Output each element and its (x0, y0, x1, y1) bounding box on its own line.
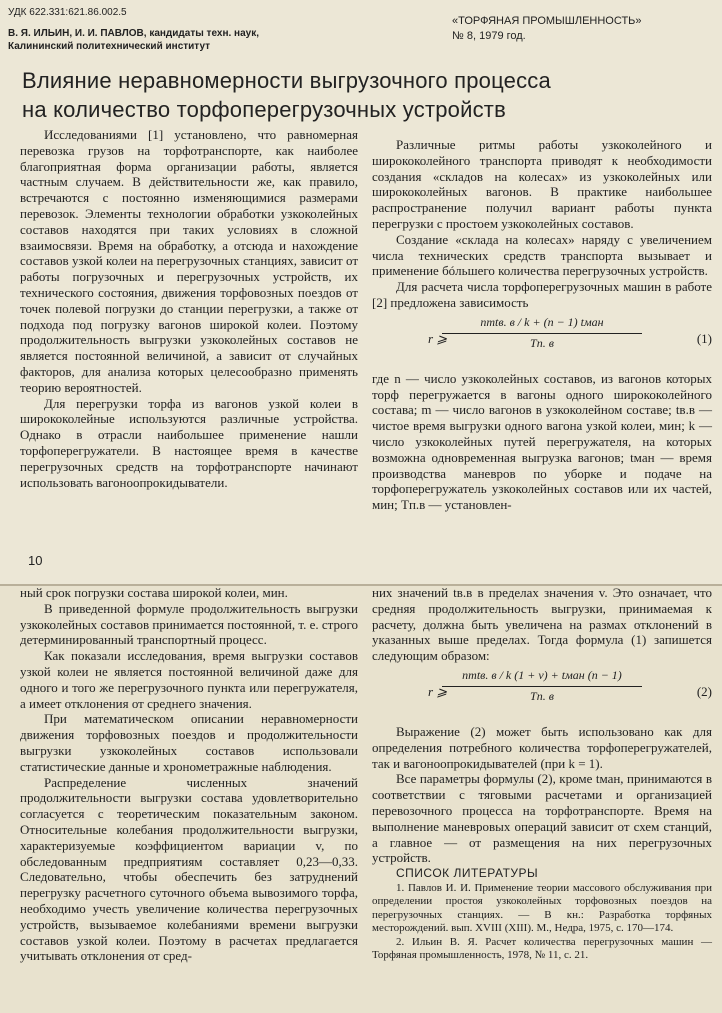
authors-block (8, 27, 408, 53)
paragraph: ный срок погрузки состава широкой колеи, мин. (20, 585, 288, 600)
title-line-2: на количество торфоперегрузочных устройств (22, 97, 506, 122)
formula-1-number: (1) (696, 330, 712, 346)
paragraph: При математическом описании неравномерности движения торфовозных поездов и продолжительности выгрузки узкоколейных составов использовали статистические данные и хронометражные наблюдения. (20, 711, 358, 774)
paragraph: Для перегрузки торфа из вагонов узкой колеи в ширококолейные используются различные устройства. Однако в отрасли наибольшее применение нашли торфоперегружатели. В настоящее время в качестве перегрузочных средств на торфотранспорте начинают использовать вагоноопрокидыватели. (20, 395, 358, 490)
title-line-1: Влияние неравномерности выгрузочного процесса (22, 68, 551, 93)
reference-item: 1. Павлов И. И. Применение теории массового обслуживания при определении простоя узкоколейных торфовозных поездов на перегрузочных станциях. — В кн.: Разработка торфяных месторождений. вып. XVIII (XIII). М., Недра, 1975, с. 170—174. (372, 881, 712, 935)
authors-institute: Калининский политехнический институт (8, 41, 211, 52)
paragraph: Как показали исследования, время выгрузки составов узкой колеи не является постоянной величиной даже для одного и того же перегрузочного пункта или перегружателя, а имеет отклонения от среднего значения. (20, 648, 358, 711)
paragraph: Распределение численных значений продолжительности выгрузки состава удовлетворительно согласуется с теоретическим показательным законом. Относительные колебания продолжительности выгрузки, характеризуемые коэффициентом вариации v, по обследованным предприятиям составляет 0,23—0,33. Следовательно, чтобы обеспечить без затруднений перегрузку расчетного суточного объема вывозимого торфа, необходимо учесть увеличение количества перегрузочных устройств, вызываемое колебаниями времени выгрузки составов узкой колеи. Поэтому в расчетах предлагается учитывать отклонения от сред- (20, 774, 358, 964)
formula-2-lhs: r ⩾ (428, 683, 448, 699)
paragraph: Создание «склада на колесах» наряду с увеличением числа технических средств транспорта вызывает и применение бóльшего количества перегрузочных устройств. (372, 231, 712, 279)
paragraph: Различные ритмы работы узкоколейного и ширококолейного транспорта приводят к необходимости создания «складов на колесах» из узкоколейных или ширококолейных вагонов. В практике наибольшее распространение получил вариант работы пункта перегрузки с простоем узкоколейных составов. (372, 137, 712, 231)
formula-1-denominator: Tп. в (530, 335, 554, 350)
formula-2-fraction (442, 668, 642, 705)
formula-1-numerator: nmtв. в / k + (n − 1) tман (442, 315, 642, 334)
article-title (22, 66, 562, 124)
paragraph: Исследованиями [1] установлено, что равномерная перевозка грузов на торфотранспорте, как наиболее благоприятная форма организации работы, является частным случаем. В действительности же, как правило, встречаются с постоянно изменяющимися размерами перевозок. Элементы технологии обработки узкоколейных составов находятся при таких условиях в сложной взаимосвязи. Время на обработку, а отсюда и нахождение составов узкой колеи на перегрузочных станциях, зависит от работы погрузочных и перегрузочных устройств, их технического состояния, движения торфовозных поездов от точек полевой погрузки до станции перегрузки, а также от подхода под погрузку вагонов широкой колеи. Поэтому продолжительность выгрузки узкоколейных составов не является постоянной величиной, а зависит от случайных факторов, для анализа которых целесообразно применять теорию вероятностей. (20, 127, 358, 395)
journal-source (452, 14, 642, 44)
paragraph: Выражение (2) может быть использовано как для определения потребного количества торфоперегружателей, так и вагоноопрокидывателей (при k = 1). (372, 723, 712, 771)
page-number: 10 (28, 553, 43, 568)
formula-1-lhs: r ⩾ (428, 330, 448, 346)
authors-names: В. Я. ИЛЬИН, И. И. ПАВЛОВ, кандидаты техн. наук, (8, 28, 259, 39)
formula-2 (372, 668, 712, 718)
formula-1 (372, 315, 712, 365)
formula-2-denominator: Tп. в (530, 688, 554, 703)
references-heading: СПИСОК ЛИТЕРАТУРЫ (396, 866, 539, 881)
formula-1-fraction (442, 315, 642, 352)
paragraph: Все параметры формулы (2), кроме tман, принимаются в соответствии с тяговыми расчетами и организацией перевозочного процесса на торфотранспорте. Время на выполнение маневровых операций зависит от схем станций, а главное — от размещения на них перегрузочных устройств. (372, 771, 712, 866)
column-1 (20, 127, 358, 490)
paragraph: где n — число узкоколейных составов, из вагонов которых торф перегружается в вагоны одного ширококолейного состава; m — число вагонов в узкоколейном составе; tв.в — чистое время выгрузки одного вагона узкой колеи, мин; k — число узкоколейных путей перегружателя, на которых возможна одновременная выгрузка вагонов; tман — время производства маневров по уборке и подаче на торфоперегружатель узкоколейных составов или их частей, мин; Tп.в — установлен- (372, 370, 712, 513)
journal-name: «ТОРФЯНАЯ ПРОМЫШЛЕННОСТЬ» (452, 15, 642, 27)
formula-2-number: (2) (696, 683, 712, 699)
paragraph: них значений tв.в в пределах значения v. Это означает, что средняя продолжительность выгрузки, принимаемая к расчету, должна быть увеличена на размах отклонений в указанных выше пределах. Тогда формула (1) запишется следующим образом: (372, 585, 712, 664)
column-3 (20, 585, 358, 964)
formula-2-numerator: nmtв. в / k (1 + v) + tман (n − 1) (442, 668, 642, 687)
paragraph: В приведенной формуле продолжительность выгрузки узкоколейных составов принимается постоянной, т. е. строго детерминированный транспортный процесс. (20, 600, 358, 648)
column-4 (372, 585, 712, 963)
journal-issue: № 8, 1979 год. (452, 30, 526, 42)
column-2 (372, 137, 712, 513)
udc-code: УДК 622.331:621.86.002.5 (8, 7, 127, 18)
paragraph: Для расчета числа торфоперегрузочных машин в работе [2] предложена зависимость (372, 279, 712, 310)
reference-item: 2. Ильин В. Я. Расчет количества перегрузочных машин — Торфяная промышленность, 1978, № 11, с. 21. (372, 935, 712, 962)
